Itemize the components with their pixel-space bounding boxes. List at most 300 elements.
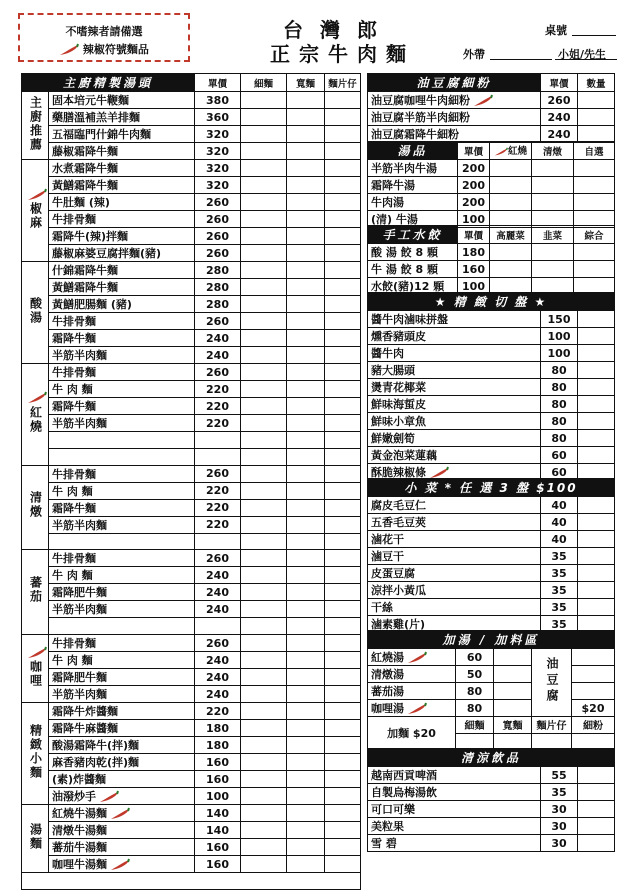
col-header: 單價 [195,74,241,92]
order-cell-thin-noodle[interactable] [241,194,287,211]
tofu-addon-text: 油豆腐 [545,656,559,705]
item-name: 牛排骨麵 [49,313,195,330]
menu-item-row [368,514,615,531]
order-cell-noodle-slice[interactable] [325,143,361,160]
order-cell[interactable] [574,160,615,177]
order-cell-wide-noodle[interactable] [287,703,325,720]
order-cell-thin-noodle[interactable] [241,313,287,330]
order-cell[interactable] [490,244,532,261]
order-cell-noodle-slice[interactable] [325,126,361,143]
restaurant-subtitle: 正宗牛肉麵 [270,42,415,66]
group-label [22,635,49,703]
order-cell[interactable] [578,109,615,126]
order-cell-thin-noodle[interactable] [241,347,287,364]
order-cell[interactable] [578,379,615,396]
menu-item-row [22,550,361,567]
item-name: 黃鱔霜降牛麵 [49,279,195,296]
order-cell-thin-noodle[interactable] [241,381,287,398]
order-cell-thin-noodle[interactable] [241,652,287,669]
order-cell-noodle-slice[interactable] [325,296,361,313]
item-price: 240 [195,669,241,686]
order-cell-noodle-slice[interactable] [325,669,361,686]
order-cell-noodle-slice[interactable] [325,211,361,228]
order-cell-noodle-slice[interactable] [325,92,361,109]
order-cell-noodle-slice[interactable] [325,805,361,822]
order-cell-wide-noodle[interactable] [287,228,325,245]
menu-item-row [22,822,361,839]
order-cell[interactable] [572,649,615,666]
item-price: 260 [195,364,241,381]
order-cell-noodle-slice[interactable] [325,465,361,482]
order-cell-thin-noodle[interactable] [241,432,287,449]
group-label-text: 清燉 [28,491,43,520]
takeout-label: 外帶 [463,48,485,61]
order-cell[interactable] [490,160,532,177]
order-cell-thin-noodle[interactable] [241,584,287,601]
order-cell-noodle-slice[interactable] [325,703,361,720]
order-cell-wide-noodle[interactable] [287,686,325,703]
order-cell[interactable] [578,311,615,328]
order-cell-wide-noodle[interactable] [287,601,325,618]
order-cell-noodle-slice[interactable] [325,177,361,194]
order-cell-thin-noodle[interactable] [241,228,287,245]
order-cell-noodle-slice[interactable] [325,686,361,703]
item-price: 220 [195,482,241,499]
menu-item-row [368,801,615,818]
item-price: 260 [195,245,241,262]
chili-pepper-icon [407,652,427,664]
order-cell-thin-noodle[interactable] [241,737,287,754]
item-name: 可口可樂 [368,801,541,818]
order-cell[interactable] [578,92,615,109]
order-cell[interactable] [578,497,615,514]
item-price: 280 [195,279,241,296]
order-cell-noodle-slice[interactable] [325,822,361,839]
order-cell-thin-noodle[interactable] [241,160,287,177]
section-heading: 加湯 / 加料區 [368,631,615,649]
order-cell-wide-noodle[interactable] [287,754,325,771]
order-cell-wide-noodle[interactable] [287,448,325,465]
order-cell[interactable] [578,565,615,582]
order-cell-wide-noodle[interactable] [287,516,325,533]
order-cell-thin-noodle[interactable] [241,262,287,279]
chili-pepper-icon [27,392,47,404]
table-number-label: 桌號 [545,24,567,37]
item-price: 140 [195,822,241,839]
order-cell-thin-noodle[interactable] [241,686,287,703]
item-price: 30 [541,818,578,835]
item-price [195,432,241,449]
menu-item-row [22,533,361,550]
item-name [49,448,195,465]
order-cell-thin-noodle[interactable] [241,567,287,584]
order-cell[interactable] [578,835,615,852]
order-cell-wide-noodle[interactable] [287,381,325,398]
order-cell-wide-noodle[interactable] [287,347,325,364]
order-cell-thin-noodle[interactable] [241,364,287,381]
item-name: 酥脆辣椒條 [368,464,541,481]
order-cell-noodle-slice[interactable] [325,364,361,381]
order-cell-thin-noodle[interactable] [241,245,287,262]
order-cell[interactable] [494,649,532,666]
item-price: 280 [195,262,241,279]
item-name: (素)炸醬麵 [49,771,195,788]
order-cell[interactable] [532,194,574,211]
order-cell-noodle-slice[interactable] [325,737,361,754]
item-name: 牛排骨麵 [49,550,195,567]
order-cell-wide-noodle[interactable] [287,313,325,330]
order-cell-noodle-slice[interactable] [325,839,361,856]
dumpling-table [367,225,615,295]
order-cell-thin-noodle[interactable] [241,822,287,839]
order-cell[interactable] [532,160,574,177]
menu-item-row [368,311,615,328]
item-name: 水餃(豬)12 顆 [368,278,458,295]
item-name: 腐皮毛豆仁 [368,497,541,514]
item-name: 皮蛋豆腐 [368,565,541,582]
order-cell[interactable] [572,666,615,683]
order-cell[interactable] [574,244,615,261]
order-cell-noodle-slice[interactable] [325,533,361,550]
item-price: 100 [458,278,490,295]
order-cell-thin-noodle[interactable] [241,330,287,347]
order-cell-wide-noodle[interactable] [287,245,325,262]
order-cell-wide-noodle[interactable] [287,465,325,482]
order-cell[interactable] [578,767,615,784]
order-cell-wide-noodle[interactable] [287,567,325,584]
order-cell[interactable] [578,784,615,801]
item-name: 油豆腐半筋半肉細粉 [368,109,541,126]
order-cell-wide-noodle[interactable] [287,262,325,279]
group-label-text: 湯麵 [28,822,43,851]
order-cell-noodle-slice[interactable] [325,313,361,330]
item-name: 牛排骨麵 [49,635,195,652]
order-cell-thin-noodle[interactable] [241,533,287,550]
order-cell[interactable] [578,396,615,413]
order-cell-noodle-slice[interactable] [325,245,361,262]
order-cell-wide-noodle[interactable] [287,432,325,449]
item-name: 醬牛肉 [368,345,541,362]
menu-item-row [22,177,361,194]
item-name: 藤椒霜降牛麵 [49,143,195,160]
order-cell-noodle-slice[interactable] [325,720,361,737]
item-price: 40 [541,514,578,531]
menu-item-row [22,618,361,635]
order-cell-noodle-slice[interactable] [325,262,361,279]
menu-item-row [22,754,361,771]
drinks-header-row [368,749,615,767]
order-cell-wide-noodle[interactable] [287,177,325,194]
item-price: 80 [541,430,578,447]
tofu-addon-price: $20 [572,700,615,717]
order-cell-noodle-slice[interactable] [325,516,361,533]
item-price: 40 [541,531,578,548]
menu-item-row [368,565,615,582]
item-price: 80 [541,396,578,413]
order-cell-wide-noodle[interactable] [287,92,325,109]
menu-item-row [22,432,361,449]
item-name: 滷花干 [368,531,541,548]
item-name: 半筋半肉麵 [49,516,195,533]
order-cell-wide-noodle[interactable] [287,618,325,635]
group-label [22,364,49,466]
order-cell-noodle-slice[interactable] [325,432,361,449]
order-cell-thin-noodle[interactable] [241,788,287,805]
order-cell[interactable] [574,194,615,211]
order-cell-thin-noodle[interactable] [241,499,287,516]
order-cell-noodle-slice[interactable] [325,550,361,567]
item-price: 320 [195,160,241,177]
item-name: 自製烏梅湯飲 [368,784,541,801]
order-cell-noodle-slice[interactable] [325,330,361,347]
order-cell-wide-noodle[interactable] [287,279,325,296]
item-name: 五香毛豆莢 [368,514,541,531]
menu-item-row [22,482,361,499]
order-cell-thin-noodle[interactable] [241,601,287,618]
menu-item-row [368,177,615,194]
order-cell-thin-noodle[interactable] [241,516,287,533]
item-name: 半筋半肉麵 [49,601,195,618]
takeout-field[interactable] [490,59,552,60]
item-price: 180 [458,244,490,261]
item-name [49,533,195,550]
item-price: 30 [541,835,578,852]
order-cell-wide-noodle[interactable] [287,584,325,601]
order-cell-wide-noodle[interactable] [287,499,325,516]
order-cell-noodle-slice[interactable] [325,618,361,635]
menu-item-row [22,228,361,245]
order-cell-thin-noodle[interactable] [241,448,287,465]
order-cell[interactable] [578,447,615,464]
addon-table [367,630,615,751]
order-cell-thin-noodle[interactable] [241,143,287,160]
order-cell[interactable] [578,126,615,143]
item-price: 220 [195,516,241,533]
order-cell-thin-noodle[interactable] [241,279,287,296]
cold-header-row [368,293,615,311]
item-price: 380 [195,92,241,109]
section-heading: 油豆腐細粉 [368,74,541,92]
order-cell-thin-noodle[interactable] [241,177,287,194]
order-cell[interactable] [578,328,615,345]
order-cell-noodle-slice[interactable] [325,279,361,296]
item-price: 240 [195,347,241,364]
order-cell-thin-noodle[interactable] [241,109,287,126]
order-cell-wide-noodle[interactable] [287,533,325,550]
menu-item-row [368,548,615,565]
item-name: 水煮霜降牛麵 [49,160,195,177]
item-price: 260 [195,550,241,567]
order-cell-noodle-slice[interactable] [325,856,361,873]
order-cell[interactable] [574,177,615,194]
order-cell[interactable] [572,683,615,700]
order-cell-noodle-slice[interactable] [325,635,361,652]
order-cell-thin-noodle[interactable] [241,839,287,856]
order-cell-thin-noodle[interactable] [241,398,287,415]
order-cell[interactable] [578,599,615,616]
order-cell-wide-noodle[interactable] [287,143,325,160]
order-cell-noodle-slice[interactable] [325,601,361,618]
order-cell-thin-noodle[interactable] [241,465,287,482]
order-cell-wide-noodle[interactable] [287,109,325,126]
order-cell-wide-noodle[interactable] [287,652,325,669]
order-cell-wide-noodle[interactable] [287,720,325,737]
order-cell-noodle-slice[interactable] [325,771,361,788]
spicy-note-line2 [20,41,188,57]
order-cell[interactable] [578,818,615,835]
order-cell[interactable] [494,666,532,683]
order-cell-noodle-slice[interactable] [325,448,361,465]
item-price: 260 [541,92,578,109]
order-cell[interactable] [532,177,574,194]
item-name: 霜降牛麵 [49,499,195,516]
order-cell[interactable] [578,582,615,599]
order-cell-thin-noodle[interactable] [241,805,287,822]
menu-item-row [22,194,361,211]
order-cell-noodle-slice[interactable] [325,228,361,245]
menu-item-row [22,856,361,873]
order-cell-thin-noodle[interactable] [241,771,287,788]
order-cell-thin-noodle[interactable] [241,720,287,737]
order-cell-wide-noodle[interactable] [287,211,325,228]
menu-item-row [368,328,615,345]
item-name: 滷豆干 [368,548,541,565]
menu-item-row [22,92,361,109]
menu-item-row [22,584,361,601]
item-name [49,618,195,635]
order-cell-thin-noodle[interactable] [241,92,287,109]
order-cell-noodle-slice[interactable] [325,567,361,584]
order-cell[interactable] [532,244,574,261]
order-cell[interactable] [494,683,532,700]
order-cell-wide-noodle[interactable] [287,805,325,822]
order-cell-wide-noodle[interactable] [287,194,325,211]
order-cell-wide-noodle[interactable] [287,839,325,856]
order-cell-thin-noodle[interactable] [241,550,287,567]
order-cell[interactable] [578,345,615,362]
order-cell-thin-noodle[interactable] [241,635,287,652]
order-cell-noodle-slice[interactable] [325,788,361,805]
order-cell[interactable] [578,430,615,447]
item-price: 100 [458,211,490,228]
order-cell-wide-noodle[interactable] [287,737,325,754]
item-price: 260 [195,211,241,228]
customer-label: 小姐/先生 [558,48,607,61]
order-cell-noodle-slice[interactable] [325,347,361,364]
order-cell-noodle-slice[interactable] [325,109,361,126]
item-price: 220 [195,703,241,720]
group-label-text: 精緻小麵 [28,723,43,780]
order-cell-noodle-slice[interactable] [325,499,361,516]
order-cell-thin-noodle[interactable] [241,126,287,143]
menu-item-row [368,396,615,413]
order-cell-wide-noodle[interactable] [287,482,325,499]
item-price: 160 [195,754,241,771]
order-cell-wide-noodle[interactable] [287,669,325,686]
order-cell-wide-noodle[interactable] [287,550,325,567]
item-price: 80 [541,413,578,430]
order-cell[interactable] [578,413,615,430]
order-cell-noodle-slice[interactable] [325,415,361,432]
item-name: 藥膳溫補羔羊排麵 [49,109,195,126]
order-cell-thin-noodle[interactable] [241,618,287,635]
menu-item-row [368,447,615,464]
menu-item-row [22,330,361,347]
order-cell[interactable] [578,801,615,818]
order-cell-noodle-slice[interactable] [325,584,361,601]
order-cell-thin-noodle[interactable] [241,856,287,873]
group-label-text: 咖哩 [28,660,43,689]
order-cell[interactable] [532,261,574,278]
order-cell[interactable] [490,194,532,211]
menu-item-row [22,415,361,432]
item-name: 牛 湯 餃 8 顆 [368,261,458,278]
order-cell[interactable] [578,362,615,379]
order-cell-thin-noodle[interactable] [241,415,287,432]
order-cell[interactable] [494,700,532,717]
order-cell-thin-noodle[interactable] [241,482,287,499]
order-cell[interactable] [578,514,615,531]
item-name: (清) 牛湯 [368,211,458,228]
order-cell-wide-noodle[interactable] [287,398,325,415]
order-cell-noodle-slice[interactable] [325,398,361,415]
order-cell-thin-noodle[interactable] [241,754,287,771]
order-cell[interactable] [578,531,615,548]
item-price: 360 [195,109,241,126]
menu-item-row [22,465,361,482]
order-cell-noodle-slice[interactable] [325,160,361,177]
order-cell-wide-noodle[interactable] [287,635,325,652]
col-header: 清燉 [532,142,574,160]
order-cell-thin-noodle[interactable] [241,669,287,686]
item-name: 油豆腐霜降牛細粉 [368,126,541,143]
item-price: 60 [541,464,578,481]
order-cell[interactable] [578,548,615,565]
table-number-field[interactable] [572,35,616,36]
order-cell-wide-noodle[interactable] [287,822,325,839]
order-cell-wide-noodle[interactable] [287,126,325,143]
order-cell-wide-noodle[interactable] [287,788,325,805]
item-price: 200 [458,177,490,194]
order-cell-wide-noodle[interactable] [287,856,325,873]
order-cell-wide-noodle[interactable] [287,364,325,381]
order-cell[interactable] [490,177,532,194]
order-cell-noodle-slice[interactable] [325,652,361,669]
order-cell-thin-noodle[interactable] [241,703,287,720]
order-cell-noodle-slice[interactable] [325,754,361,771]
order-cell-wide-noodle[interactable] [287,296,325,313]
order-cell-wide-noodle[interactable] [287,160,325,177]
side-header-row [368,479,615,497]
order-cell-noodle-slice[interactable] [325,482,361,499]
order-cell-wide-noodle[interactable] [287,415,325,432]
item-price: 220 [195,381,241,398]
order-cell-wide-noodle[interactable] [287,330,325,347]
order-cell-noodle-slice[interactable] [325,194,361,211]
item-price: 160 [195,856,241,873]
order-cell-wide-noodle[interactable] [287,771,325,788]
order-cell[interactable] [490,261,532,278]
order-cell[interactable] [574,261,615,278]
section-heading: 小 菜 * 任 選 3 盤 $100 [368,479,615,497]
order-cell-thin-noodle[interactable] [241,296,287,313]
group-label [22,703,49,805]
order-cell-noodle-slice[interactable] [325,381,361,398]
menu-item-row [22,448,361,465]
menu-item-row [22,601,361,618]
order-cell-thin-noodle[interactable] [241,211,287,228]
item-price: 220 [195,398,241,415]
